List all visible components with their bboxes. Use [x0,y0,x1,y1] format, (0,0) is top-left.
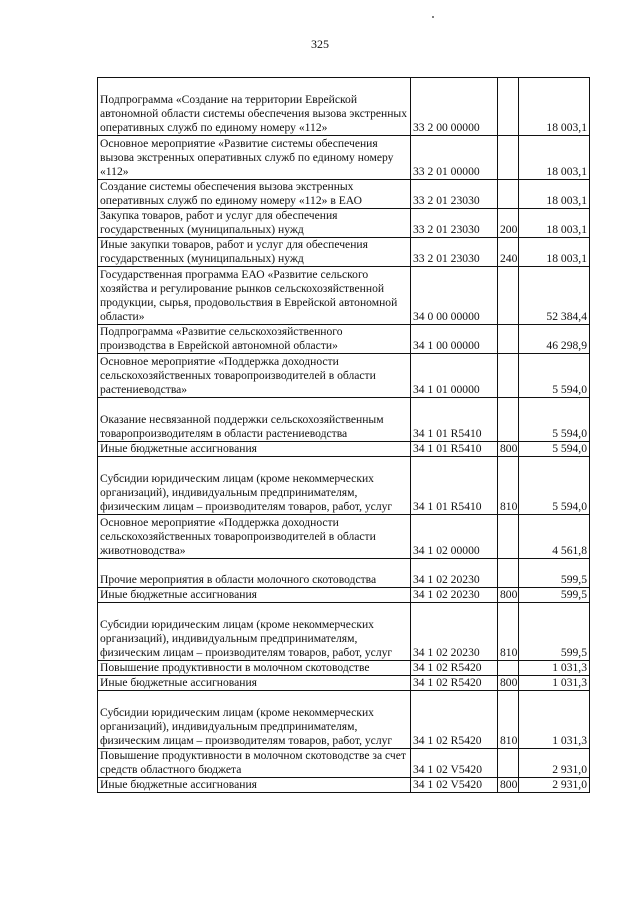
row-expense-type: 800 [498,676,519,691]
row-sum: 599,5 [519,603,590,661]
table-row [98,354,590,398]
row-code: 34 1 00 00000 [411,325,498,354]
row-code: 34 1 02 R5420 [411,676,498,691]
row-expense-type [498,325,519,354]
row-expense-type [498,180,519,209]
table-row [98,603,590,661]
row-sum: 18 003,1 [519,180,590,209]
row-sum: 18 003,1 [519,136,590,180]
row-expense-type: 800 [498,778,519,793]
row-expense-type [498,661,519,676]
row-expense-type [498,398,519,442]
row-name: Иные закупки товаров, работ и услуг для обеспечения государственных (муниципальных) нужд [98,238,411,267]
table-row [98,78,590,136]
row-sum: 46 298,9 [519,325,590,354]
row-code: 34 1 02 R5420 [411,691,498,749]
row-name: Основное мероприятие «Развитие системы обеспечения вызова экстренных оперативных служб по единому номеру «112» [98,136,411,180]
row-code: 33 2 01 23030 [411,180,498,209]
row-code: 34 1 02 V5420 [411,778,498,793]
row-expense-type [498,78,519,136]
row-name: Иные бюджетные ассигнования [98,778,411,793]
row-code: 33 2 00 00000 [411,78,498,136]
row-sum: 2 931,0 [519,749,590,778]
table-row [98,676,590,691]
row-name: Субсидии юридическим лицам (кроме некоммерческих организаций), индивидуальным предпринимателям, физическим лицам – производителям товаров, работ, услуг [98,603,411,661]
row-name: Прочие мероприятия в области молочного скотоводства [98,559,411,588]
row-expense-type: 240 [498,238,519,267]
row-expense-type: 810 [498,603,519,661]
row-name: Основное мероприятие «Поддержка доходности сельскохозяйственных товаропроизводителей в области растениеводства» [98,354,411,398]
row-expense-type [498,559,519,588]
row-name: Субсидии юридическим лицам (кроме некоммерческих организаций), индивидуальным предпринимателям, физическим лицам – производителям товаров, работ, услуг [98,691,411,749]
row-expense-type [498,136,519,180]
table-row [98,267,590,325]
table-row [98,691,590,749]
row-code: 33 2 01 23030 [411,209,498,238]
row-name: Основное мероприятие «Поддержка доходности сельскохозяйственных товаропроизводителей в области животноводства» [98,515,411,559]
row-name: Иные бюджетные ассигнования [98,442,411,457]
row-name: Подпрограмма «Создание на территории Еврейской автономной области системы обеспечения вызова экстренных оперативных служб по единому номеру «112» [98,78,411,136]
table-row [98,588,590,603]
row-code: 34 1 01 00000 [411,354,498,398]
row-expense-type: 810 [498,457,519,515]
row-name: Иные бюджетные ассигнования [98,676,411,691]
table-row [98,238,590,267]
row-code: 34 1 02 20230 [411,603,498,661]
row-code: 34 1 02 R5420 [411,661,498,676]
row-expense-type: 200 [498,209,519,238]
table-row [98,398,590,442]
row-sum: 599,5 [519,559,590,588]
budget-table [97,77,590,793]
row-sum: 1 031,3 [519,691,590,749]
row-code: 34 1 02 20230 [411,588,498,603]
row-sum: 5 594,0 [519,398,590,442]
row-expense-type: 810 [498,691,519,749]
row-expense-type [498,354,519,398]
row-name: Иные бюджетные ассигнования [98,588,411,603]
row-sum: 52 384,4 [519,267,590,325]
table-row [98,457,590,515]
row-sum: 18 003,1 [519,209,590,238]
page-number: 325 [311,37,329,51]
row-expense-type [498,267,519,325]
row-name: Повышение продуктивности в молочном скотоводстве [98,661,411,676]
table-row [98,209,590,238]
row-code: 34 1 02 V5420 [411,749,498,778]
row-name: Повышение продуктивности в молочном скотоводстве за счет средств областного бюджета [98,749,411,778]
row-sum: 4 561,8 [519,515,590,559]
table-row [98,559,590,588]
row-sum: 5 594,0 [519,457,590,515]
row-sum: 1 031,3 [519,676,590,691]
row-code: 34 1 01 R5410 [411,398,498,442]
row-code: 34 1 01 R5410 [411,442,498,457]
table-row [98,180,590,209]
row-name: Подпрограмма «Развитие сельскохозяйственного производства в Еврейской автономной области» [98,325,411,354]
table-row [98,778,590,793]
row-expense-type: 800 [498,588,519,603]
table-row [98,749,590,778]
table-row [98,515,590,559]
row-code: 33 2 01 23030 [411,238,498,267]
row-name: Оказание несвязанной поддержки сельскохозяйственным товаропроизводителям в области растениеводства [98,398,411,442]
row-sum: 599,5 [519,588,590,603]
row-sum: 1 031,3 [519,661,590,676]
row-sum: 18 003,1 [519,238,590,267]
table-row [98,325,590,354]
table-row [98,661,590,676]
row-name: Субсидии юридическим лицам (кроме некоммерческих организаций), индивидуальным предпринимателям, физическим лицам – производителям товаров, работ, услуг [98,457,411,515]
row-name: Закупка товаров, работ и услуг для обеспечения государственных (муниципальных) нужд [98,209,411,238]
row-code: 34 1 01 R5410 [411,457,498,515]
row-name: Государственная программа ЕАО «Развитие сельского хозяйства и регулирование рынков сельскохозяйственной продукции, сырья, продовольствия в Еврейской автономной области» [98,267,411,325]
row-name: Создание системы обеспечения вызова экстренных оперативных служб по единому номеру «112» в ЕАО [98,180,411,209]
scan-speck [432,16,434,18]
row-sum: 5 594,0 [519,442,590,457]
row-expense-type: 800 [498,442,519,457]
row-expense-type [498,749,519,778]
row-sum: 5 594,0 [519,354,590,398]
table-row [98,442,590,457]
row-code: 34 0 00 00000 [411,267,498,325]
row-sum: 2 931,0 [519,778,590,793]
row-expense-type [498,515,519,559]
row-code: 34 1 02 00000 [411,515,498,559]
row-code: 33 2 01 00000 [411,136,498,180]
row-sum: 18 003,1 [519,78,590,136]
row-code: 34 1 02 20230 [411,559,498,588]
table-row [98,136,590,180]
